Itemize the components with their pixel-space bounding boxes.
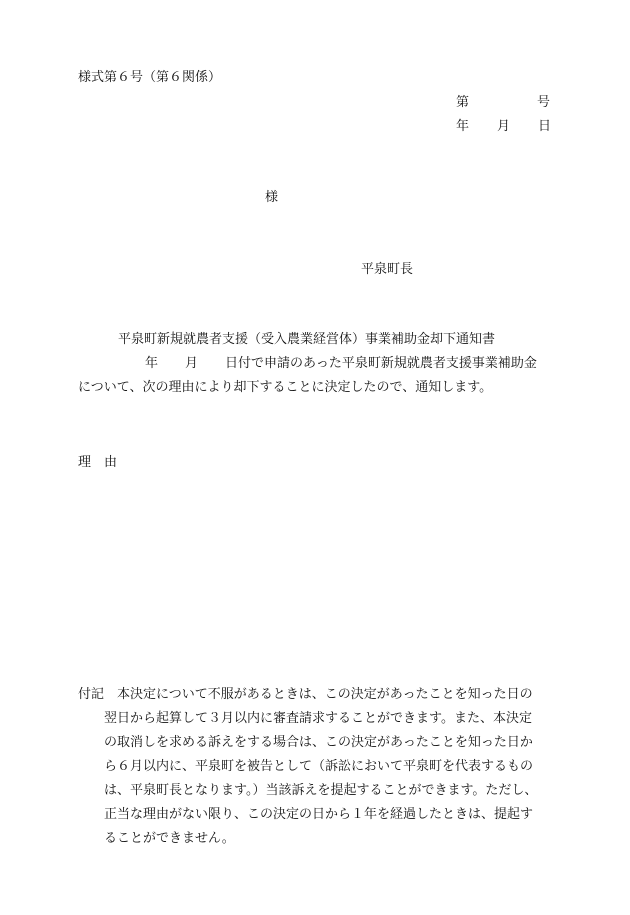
appendix-line: ら６月以内に、平泉町を被告として（訴訟において平泉町を代表するもの: [104, 759, 534, 774]
notice-body-month: 月: [185, 356, 199, 371]
appendix-line: 翌日から起算して３月以内に審査請求することができます。また、本決定: [104, 711, 532, 726]
notice-title: 平泉町新規就農者支援（受入農業経営体）事業補助金却下通知書: [118, 332, 496, 347]
document-number-label: 第: [456, 95, 470, 110]
appendix-line: 正当な理由がない限り、この決定の日から１年を経過したときは、提起す: [104, 807, 534, 822]
issuer-name: 平泉町長: [361, 262, 414, 277]
date-day-label: 日: [538, 119, 552, 134]
appendix-label: 付記: [78, 687, 105, 702]
appendix-line: 本決定について不服があるときは、この決定があったことを知った日の: [117, 687, 533, 702]
appendix-line: ることができません。: [104, 831, 235, 846]
appendix-line: の取消しを求める訴えをする場合は、この決定があったことを知った日か: [104, 735, 533, 750]
reason-heading: [78, 456, 117, 469]
notice-body-line-2: について、次の理由により却下することに決定したので、通知します。: [78, 380, 493, 395]
reason-heading-char-2: 由: [104, 455, 118, 470]
date-year-label: 年: [456, 119, 470, 134]
form-number: 様式第６号（第６関係）: [78, 70, 222, 85]
notice-body-line-1-text: 日付で申請のあった平泉町新規就農者支援事業補助金: [225, 356, 537, 371]
date-month-label: 月: [497, 119, 511, 134]
document-number-suffix: 号: [537, 95, 551, 110]
addressee-honorific: 様: [265, 190, 279, 205]
appendix-line: は、平泉町長となります。）当該訴えを提起することができます。ただし、: [104, 783, 538, 798]
reason-heading-char-1: 理: [78, 455, 92, 470]
notice-body-year: 年: [145, 356, 159, 371]
